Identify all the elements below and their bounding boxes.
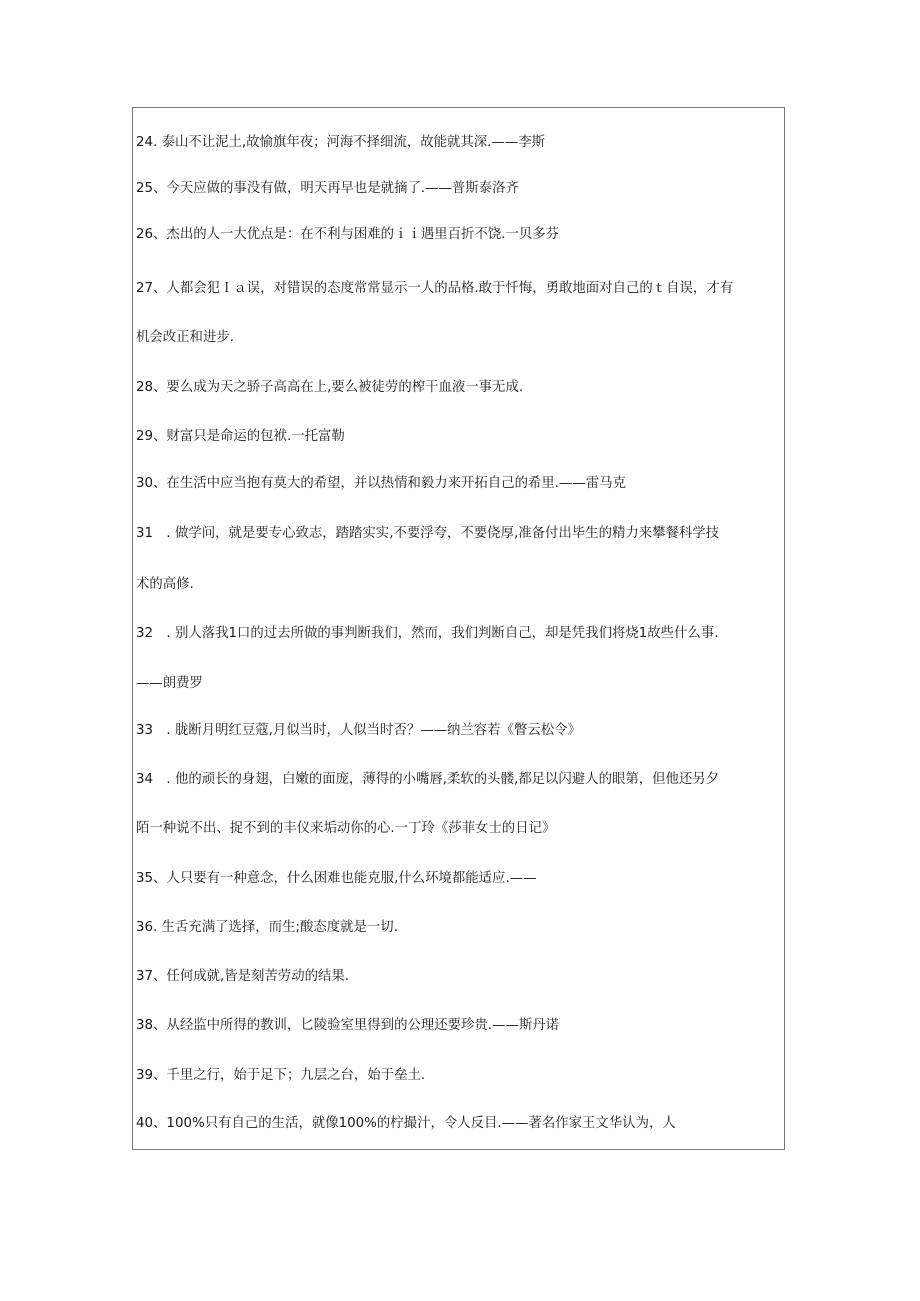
text-line-36: 36. 生舌充满了选择，而生;酸态度就是一切. bbox=[136, 920, 398, 935]
text-line-24: 24. 泰山不让泥土,故愉旗年夜；河海不择细流，故能就其深.——李斯 bbox=[136, 135, 546, 150]
text-line-37: 37、任何成就,皆是刻苦劳动的结果. bbox=[136, 969, 350, 984]
text-line-38: 38、从经监中所得的教训，匕陵验室里得到的公理还要珍贵.——斯丹诺 bbox=[136, 1018, 560, 1033]
text-line-32a: 32 . 别人落我1口的过去所做的事判断我们，然而，我们判断自己，却是凭我们将烧1故些什么事. bbox=[136, 626, 719, 641]
text-line-34b: 陌一种说不出、捉不到的丰仪来垢动你的心.一丁玲《莎菲女士的日记》 bbox=[136, 821, 556, 836]
text-line-39: 39、千里之行，始于足下；九层之台，始于垒土. bbox=[136, 1068, 426, 1083]
text-line-31a: 31 . 做学问，就是要专心致志，踏踏实实,不要浮夸，不要侥厚,准备付出毕生的精力来攀餐科学技 bbox=[136, 526, 720, 541]
text-line-34a: 34 . 他的顽长的身翅，白嫩的面庞，薄得的小嘴唇,柔软的头髅,都足以闪避人的眼第，但他还另夕 bbox=[136, 772, 720, 787]
text-line-25: 25、今天应做的事没有做，明天再早也是就摘了.——普斯泰洛齐 bbox=[136, 181, 519, 196]
text-line-27a: 27、人都会犯Ｉａ误，对错误的态度常常显示一人的品格.敢于忏悔，勇敢地面对自己的ｔ自误，才有 bbox=[136, 281, 734, 296]
text-line-40: 40、100%只有自己的生活，就像100%的柠撮汁，令人反目.——著名作家王文华认为，人 bbox=[136, 1116, 676, 1131]
text-line-29: 29、财富只是命运的包袱.一托富勒 bbox=[136, 429, 345, 444]
text-line-28: 28、要么成为天之骄子高高在上,要么被徒劳的榨干血液一事无成. bbox=[136, 380, 524, 395]
text-line-31b: 术的高修. bbox=[136, 577, 194, 592]
text-line-32b: ——朗费罗 bbox=[136, 676, 203, 691]
text-line-33: 33 . 胧断月明红豆蔻,月似当时，人似当时否？——纳兰容若《瞥云松令》 bbox=[136, 723, 581, 738]
document-page bbox=[132, 107, 785, 1150]
text-line-35: 35、人只要有一种意念，什么困难也能克服,什么环境都能适应.—— bbox=[136, 871, 537, 886]
text-line-27b: 机会改正和进步. bbox=[136, 330, 234, 345]
text-line-26: 26、杰出的人一大优点是：在不利与困难的ｉｉ遇里百折不饶.一贝多芬 bbox=[136, 227, 560, 242]
text-line-30: 30、在生活中应当抱有莫大的希望，并以热情和毅力来开拓自己的希里.——雷马克 bbox=[136, 476, 626, 491]
